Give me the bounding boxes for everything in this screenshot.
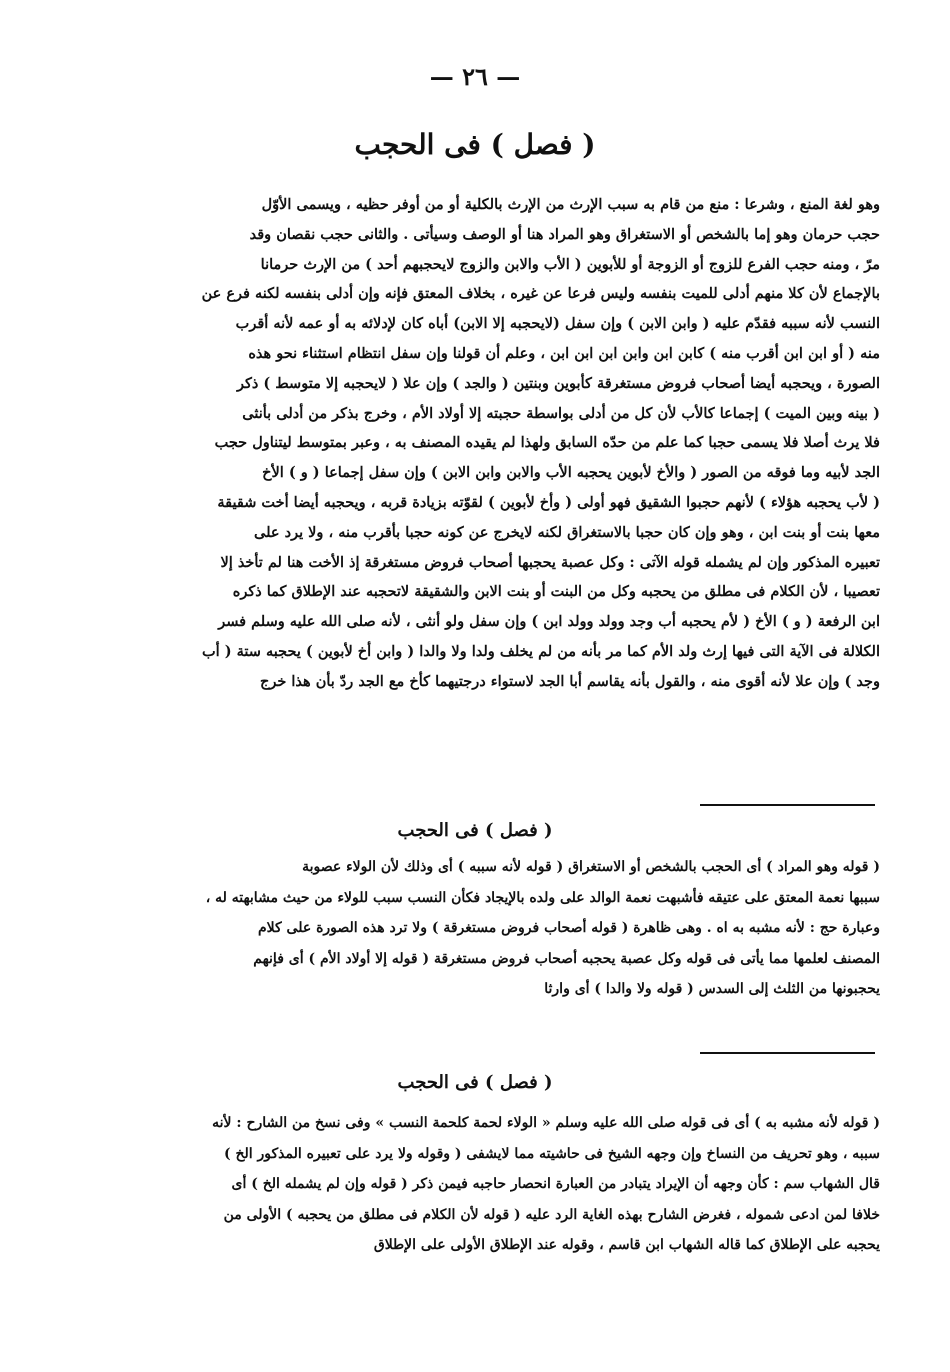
note2-body	[160, 1108, 880, 1261]
note2-title: ( فصل ) فى الحجب	[397, 1072, 553, 1093]
note2-line: خلافا لمن ادعى شموله ، فغرض الشارح بهذه الغاية الرد عليه ( قوله لأن الكلام فى مطلق من يحجبه ) الأولى من	[223, 1206, 880, 1223]
main-line: بالإجماع لأن كلا منهم أدلى للميت بنفسه وليس فرعا عن غيره ، بخلاف المعتق فإنه وإن أدلى بنفسه لكنه فرع عن	[201, 285, 880, 303]
main-line: تعبيره المذكور وإن لم يشمله قوله الآتى : وكل عصبة يحجبها أصحاب فروض مستغرقة إذ الأخت هنا لم تأخذ إلا	[220, 553, 880, 571]
note1-body	[160, 852, 880, 1005]
main-line: فلا يرث أصلا فلا يسمى حجبا كما علم من حدّه السابق ولهذا لم يقيده المصنف به ، وعبر بمتوسط ليتناول حجب	[214, 434, 880, 452]
note1-line: المصنف لعلمها مما يأتى فى قوله وكل عصبة يحجبه أصحاب فروض مستغرقة ( قوله إلا أولاد الأم ) أى فإنهم	[253, 950, 880, 967]
footnote-divider-2	[700, 1052, 875, 1054]
note2-line: ( قوله لأنه مشبه به ) أى فى قوله صلى الله عليه وسلم « الولاء لحمة كلحمة النسب » وفى نسخ من الشارح : لأنه	[212, 1115, 880, 1131]
note1-line: وعبارة حج : لأنه مشبه به اه . وهى ظاهرة ( قوله أصحاب فروض مستغرقة ) ولا ترد هذه الصورة على كلام	[257, 920, 880, 936]
main-line: ( لأب يحجبه هؤلاء ) لأنهم حجبوا الشقيق فهو أولى ( وأخ لأبوين ) لقوّته بزيادة قربه ، ويحجبه أيضا أخت شقيقة	[217, 493, 880, 511]
main-line: الكلالة فى الآية التى فيها إرث ولد الأم كما مر بأنه من لم يخلف ولدا ولا والدا ( وابن أخ لأبوين ) يحجبه ستة ( أب	[202, 642, 880, 660]
main-line: معها بنت أو بنت ابن ، وهو وإن كان حجبا بالاستغراق لكنه لايخرج عن كونه حجبا بأقرب منه ، ولا يرد على	[254, 523, 880, 541]
note1-line: يحجبونها من الثلث إلى السدس ( قوله ولا والدا ) أى وارثا	[544, 981, 880, 997]
main-line: تعصيبا ، لأن الكلام فى مطلق من يحجبه وكل من البنت أو بنت الابن والشقيقة لاتحجبه عند الإطلاق كما ذكره	[232, 583, 880, 601]
page-number: — ٢٦ —	[429, 62, 521, 91]
main-line: وجد ) وإن علا لأنه أقوى منه ، والقول بأنه يقاسم أبا الجد لاستواء درجتيهما كأخ مع الجد ردّ بأن هذا خرج	[259, 672, 880, 690]
main-line: ابن الرفعة ( و ) الأخ ( لأم يحجبه أب وجد وولد وولد ابن ) وإن سفل ولو أنثى ، لأنه صلى الله عليه وسلم فسر	[218, 613, 880, 631]
main-line: وهو لغة المنع ، وشرعا : منع من قام به سبب الإرث من الإرث بالكلية أو من أوفر حظيه ، ويسمى الأوّل	[261, 196, 880, 213]
main-line: مرّ ، ومنه حجب الفرع للزوج أو الزوجة أو للأبوين ( الأب والابن والزوج لايحجبهم أحد ) من الإرث حرمانا	[260, 255, 880, 273]
note1-line: سببها نعمة المعتق على عتيقه فأشبهت نعمة الوالد على ولده بالإيجاد فكأن النسب سبب للولاء من حيث مشابهته له ،	[205, 889, 880, 906]
main-line: النسب لأنه سببه فقدّم عليه ( وابن الابن ) وإن سفل (لايحجبه إلا الابن) أباه كان لإدلائه به أو عمه لأنه أقرب	[235, 315, 880, 333]
note1-line: ( قوله وهو المراد ) أى الحجب بالشخص أو الاستغراق ( قوله لأنه سببه ) أى وذلك لأن الولاء عصوبة	[302, 859, 880, 875]
main-line: الصورة ، ويحجبه أيضا أصحاب فروض مستغرقة كأبوين وبنتين ( والجد ) وإن علا ( لايحجبه إلا متوسط ) ذكر	[236, 374, 880, 392]
note1-title: ( فصل ) فى الحجب	[397, 820, 553, 841]
main-body	[160, 190, 880, 697]
main-title: ( فصل ) فى الحجب	[354, 128, 596, 161]
main-line: منه ( أو ابن ابن أقرب منه ) كابن ابن وابن ابن ابن ابن ، وعلم أن قولنا وإن سفل انتظام استثناء نحو هذه	[248, 344, 880, 362]
note2-line: قال الشهاب سم : كأن وجهه أن الإيراد يتبادر من العبارة انحصار حاجبه فيمن ذكر ( قوله وإن لم يشمله الخ ) أى	[231, 1176, 880, 1192]
footnote-divider-1	[700, 804, 875, 806]
main-line: الجد لأبيه وما فوقه من الصور ( والأخ لأبوين يحجبه الأب والابن وابن الابن ) وإن سفل إجماعا ( و ) الأخ	[262, 464, 880, 482]
note2-line: يحجبه على الإطلاق كما قاله الشهاب ابن قاسم ، وقوله عند الإطلاق الأولى على الإطلاق	[373, 1237, 880, 1253]
main-line: ( بينه وبين الميت ) إجماعا كالأب لأن كل من أدلى بواسطة حجبته إلا أولاد الأم ، وخرج بذكر من أدلى بأنثى	[242, 404, 880, 422]
note2-line: سببه ، وهو تحريف من النساخ وإن وجهه الشيخ فى حاشيته مما لايشفى ( وقوله ولا يرد على تعبيره المذكور الخ )	[223, 1145, 880, 1162]
main-line: حجب حرمان وهو إما بالشخص أو الاستغراق وهو المراد هنا أو الوصف وسيأتى . والثانى حجب نقصان وقد	[249, 225, 880, 243]
